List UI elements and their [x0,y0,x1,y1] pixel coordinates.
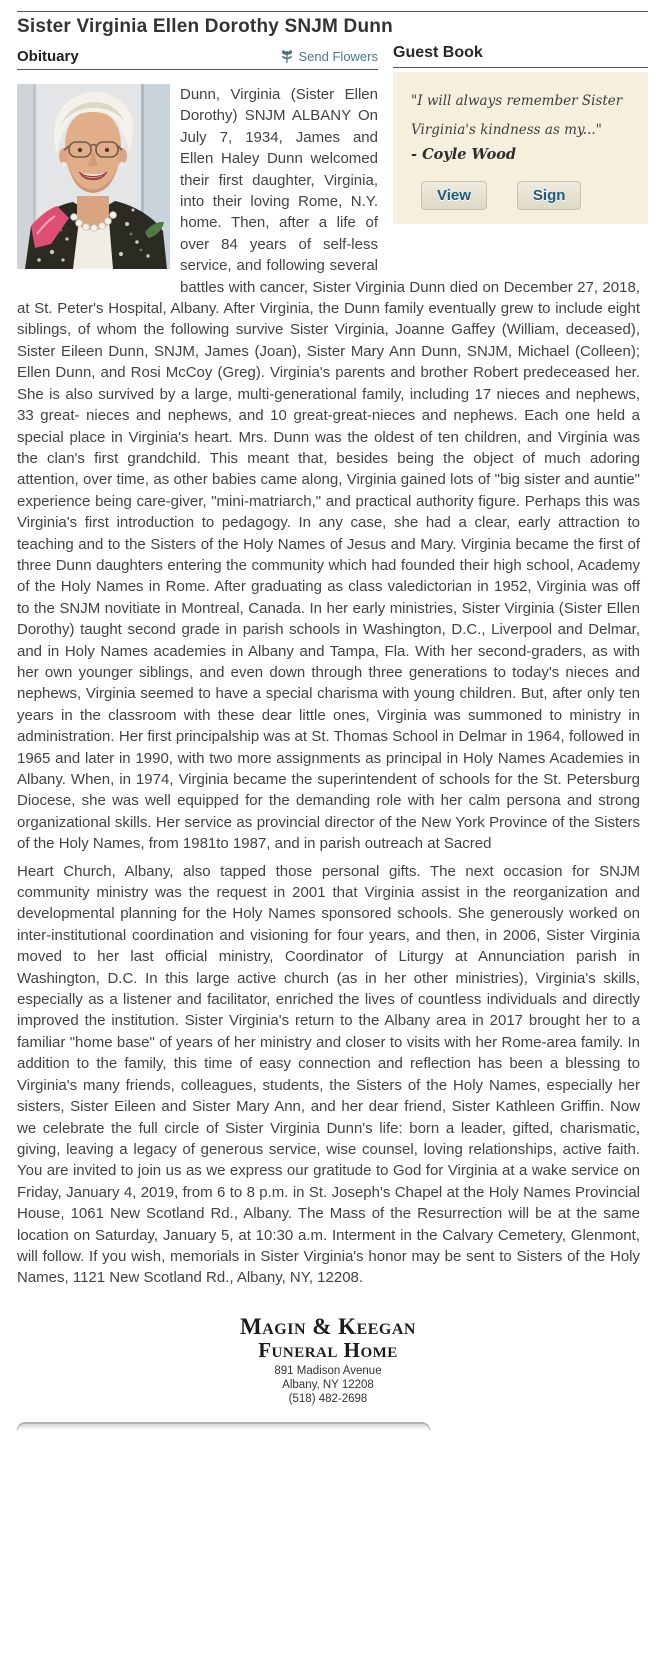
send-flowers-link[interactable] [280,49,378,65]
guest-book-buttons [421,181,630,210]
send-flowers-label: Send Flowers [298,49,378,64]
funeral-home-name: Magin & Keegan [240,1313,416,1339]
obituary-section-label: Obituary [17,48,79,65]
sign-guestbook-button[interactable]: Sign [517,181,582,210]
funeral-home-city: Albany, NY 12208 [282,1378,374,1391]
guest-book-quote: "I will always remember Sister Virginia's kindness as my..." [411,93,623,138]
view-guestbook-button[interactable]: View [421,181,487,210]
guest-book-section [393,44,648,224]
obituary-paragraph-1: Dunn, Virginia (Sister Ellen Dorothy) SNJM ALBANY On July 7, 1934, James and Ellen Haley Dunn welcomed their first daughter, Virginia, into their loving Rome, N.Y. home. Then, after a life of over 84 years of self-less service, and following several battles with cancer, Sister Virginia Dunn died on December 27, 2018, at St. Peter's Hospital, Albany. After Virginia, the Dunn family eventually grew to include eight siblings, of whom the following survive Sister Virginia, Joanne Gaffey (William, deceased), Sister Eileen Dunn, SNJM, James (Joan), Sister Mary Ann Dunn, SNJM, Michael (Colleen); Ellen Dunn, and Rosi McCoy (Greg). Virginia's parents and brother Robert predeceased her. She is also survived by a large, multi-generational family, including 17 nieces and nephews, 33 great- nieces and nephews, and 10 great-great-nieces and nephews. Each one held a special place in Virginia's heart. Mrs. Dunn was the oldest of ten children, and Virginia was the clan's first grandchild. This meant that, besides being the object of much adoring attention, over time, as other babies came along, Virginia gained lots of "big sister and auntie" experience being care-giver, "mini-matriarch," and practical authority figure. Perhaps this was Virginia's first introduction to pedagogy. In any case, she had a clear, early attraction to teaching and to the Sisters of the Holy Names of Jesus and Mary. Virginia became the first of three Dunn daughters entering the community which had founded their high school, Academy of the Holy Names in Rome. After graduating as class valedictorian in 1952, Virginia was off to the SNJM novitiate in Montreal, Canada. In her early ministries, Sister Virginia (Sister Ellen Dorothy) taught second grade in parish schools in Washington, D.C., Liverpool and Delmar, and in Holy Names academies in Albany and Tampa, Fla. With her second-graders, as with her own younger siblings, and even down through three generations to today's nieces and nephews, Virginia seemed to have a special charisma with young children. But, after only ten years in the classroom with these dear little ones, Virginia was summoned to ministry in administration. Her first principalship was at St. Thomas School in Delmar in 1964, followed in 1965 and later in 1990, with two more assignments as principal in Holy Names Academies in Albany. When, in 1974, Virginia became the superintendent of schools for the St. Petersburg Diocese, she was well equipped for the demanding role with her calm persona and strong organizational skills. Her service as provincial director of the New York Province of the Sisters of the Holy Names, from 1981to 1987, and in parish outreach at Sacred [17,86,640,853]
funeral-home-phone: (518) 482-2698 [288,1392,368,1405]
guest-book-quote-author: - Coyle Wood [411,146,517,163]
page-title: Sister Virginia Ellen Dorothy SNJM Dunn [17,16,393,37]
guest-book-panel [393,72,648,224]
bottom-section-divider [17,1422,430,1430]
funeral-home-block [38,1315,618,1406]
portrait-photo [17,84,170,269]
obituary-paragraph-2: Heart Church, Albany, also tapped those personal gifts. The next occasion for SNJM community ministry was the request in 2001 that Virginia assist in the reorganization and developmental planning for the Holy Names sponsored schools. She generously worked on inter-institutional coordination and visioning for four years, and then, in 2006, Sister Virginia moved to her last official ministry, Coordinator of Liturgy at Annunciation parish in Washington, D.C. In this large active church (as in her other ministries), Virginia's skills, especially as a listener and facilitator, enriched the lives of countless individuals and directly improved the institution. Sister Virginia's return to the Albany area in 2017 brought her to a familiar "home base" of years of her ministry and closer to visits with her Rome-area family. In addition to the family, this time of easy connection and reflection has been a blessing to Virginia's many friends, colleagues, students, the Sisters of the Holy Names, especially her sisters, Sister Eileen and Sister Mary Ann, and her dear friend, Sister Kathleen Griffin. Now we celebrate the full circle of Sister Virginia Dunn's life: born a leader, gifted, charismatic, giving, leaving a legacy of generous service, wise counsel, loving relationships, active faith. You are invited to join us as we express our gratitude to God for Virginia at a wake service on Friday, January 4, 2019, from 6 to 8 p.m. in St. Joseph's Chapel at the Holy Names Provincial House, 1061 New Scotland Rd., Albany. The Mass of the Resurrection will be at the same location on Saturday, January 5, at 10:30 a.m. Interment in the Calvary Cemetery, Glenmont, will follow. If you wish, memorials in Sister Virginia's honor may be sent to Sisters of the Holy Names, 1121 New Scotland Rd., Albany, NY, 12208. [17,862,640,1287]
flower-icon [280,49,294,65]
obituary-body [17,84,640,1289]
obituary-header-row [17,44,378,70]
funeral-home-address: 891 Madison Avenue [274,1364,382,1377]
top-divider [17,11,648,12]
guest-book-title: Guest Book [393,44,648,68]
funeral-home-name-line2: Funeral Home [258,1337,398,1362]
